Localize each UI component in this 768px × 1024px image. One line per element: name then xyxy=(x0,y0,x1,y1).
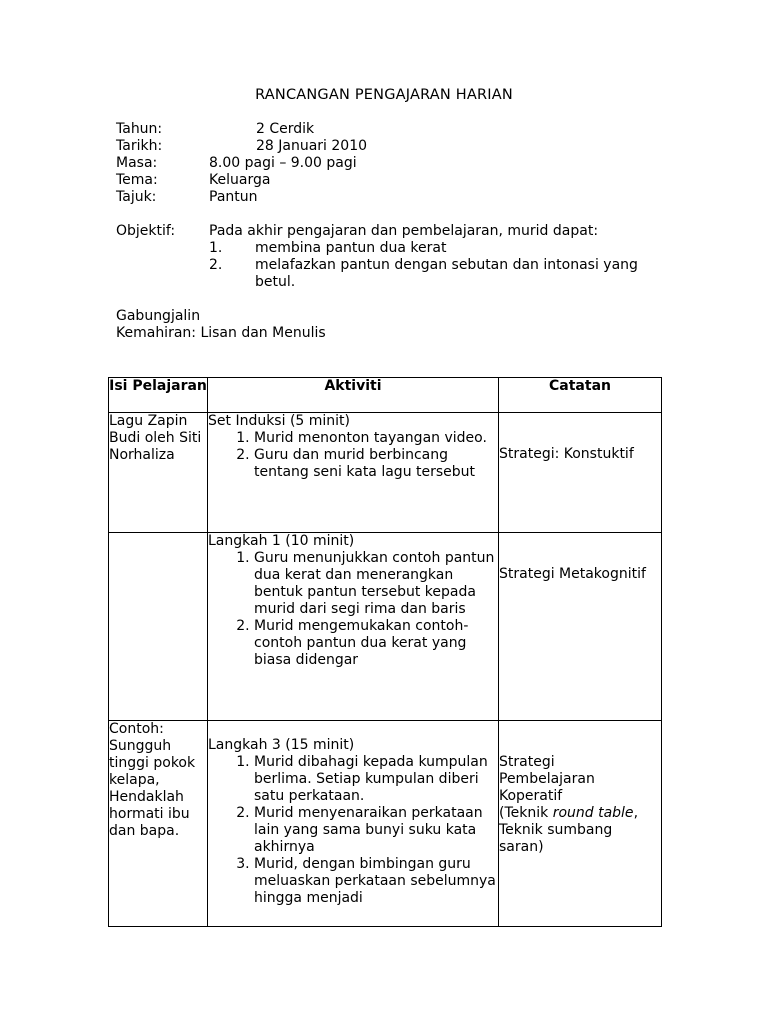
info-label: Masa: xyxy=(116,155,158,171)
step-list xyxy=(208,550,498,669)
step-item: 2. Guru dan murid berbincang tentang seni kata lagu tersebut xyxy=(254,447,498,481)
catatan-text: Strategi: Konstuktif xyxy=(499,446,634,462)
table-header-row xyxy=(109,378,662,413)
info-value: Keluarga xyxy=(209,172,271,188)
aktiviti-clip xyxy=(208,737,498,926)
table-row xyxy=(109,721,662,927)
step-item: 3. Murid, dengan bimbingan guru meluaskan perkataan sebelumnya hingga menjadi xyxy=(254,856,498,907)
step-item: 1. Guru menunjukkan contoh pantun dua kerat dan menerangkan bentuk pantun tersebut kepada murid dari segi rima dan baris xyxy=(254,550,498,618)
objective-label: Objektif: xyxy=(116,223,176,239)
catatan-line: Koperatif xyxy=(499,788,563,804)
step-list xyxy=(208,754,498,907)
skills-block xyxy=(116,308,326,342)
objective-intro: Pada akhir pengajaran dan pembelajaran, murid dapat: xyxy=(209,223,599,239)
catatan-cell xyxy=(499,721,662,927)
catatan-cell xyxy=(499,533,662,721)
document-title: RANCANGAN PENGAJARAN HARIAN xyxy=(255,87,513,103)
info-label: Tahun: xyxy=(116,121,163,137)
step-title: Langkah 3 (15 minit) xyxy=(208,737,355,753)
catatan-line: Teknik sumbang saran) xyxy=(499,822,613,855)
kemahiran-text: Kemahiran: Lisan dan Menulis xyxy=(116,325,326,341)
header-isi-pelajaran: Isi Pelajaran xyxy=(109,378,208,413)
objective-item-number: 1. xyxy=(209,240,223,256)
info-value: 2 Cerdik xyxy=(256,121,315,137)
isi-cell xyxy=(109,533,208,721)
catatan-text: Strategi Metakognitif xyxy=(499,566,646,582)
isi-cell: Lagu Zapin Budi oleh Siti Norhaliza xyxy=(109,413,208,533)
gabungjalin-label: Gabungjalin xyxy=(116,308,201,324)
catatan-line xyxy=(499,805,661,822)
step-item: 2. Murid mengemukakan contoh-contoh pantun dua kerat yang biasa didengar xyxy=(254,618,498,669)
aktiviti-cell xyxy=(208,721,499,927)
info-value: 8.00 pagi – 9.00 pagi xyxy=(209,155,357,171)
step-title: Langkah 1 (10 minit) xyxy=(208,533,355,549)
objective-item-text: membina pantun dua kerat xyxy=(255,240,447,256)
isi-cell: Contoh: Sungguh tinggi pokok kelapa, Hendaklah hormati ibu dan bapa. xyxy=(109,721,208,927)
objective-item-number: 2. xyxy=(209,257,223,273)
header-aktiviti: Aktiviti xyxy=(208,378,499,413)
lesson-table xyxy=(108,377,662,927)
catatan-text: , xyxy=(633,805,639,821)
info-label: Tema: xyxy=(116,172,158,188)
info-label: Tajuk: xyxy=(116,189,157,205)
catatan-line: Strategi xyxy=(499,754,555,770)
step-list xyxy=(208,430,498,481)
info-label: Tarikh: xyxy=(116,138,163,154)
step-item: 1. Murid dibahagi kepada kumpulan berlima. Setiap kumpulan diberi satu perkataan. xyxy=(254,754,498,805)
header-catatan: Catatan xyxy=(499,378,662,413)
aktiviti-cell xyxy=(208,413,499,533)
table-row xyxy=(109,413,662,533)
catatan-italic-text: round table xyxy=(552,805,634,821)
step-item: 2. Murid menyenaraikan perkataan lain yang sama bunyi suku kata akhirnya xyxy=(254,805,498,856)
catatan-text: (Teknik xyxy=(499,805,553,821)
info-value: Pantun xyxy=(209,189,258,205)
catatan-cell xyxy=(499,413,662,533)
aktiviti-cell xyxy=(208,533,499,721)
objective-item-text: melafazkan pantun dengan sebutan dan intonasi yang betul. xyxy=(255,257,638,290)
table-row xyxy=(109,533,662,721)
catatan-line: Pembelajaran xyxy=(499,771,595,787)
info-value: 28 Januari 2010 xyxy=(256,138,368,154)
step-title: Set Induksi (5 minit) xyxy=(208,413,351,429)
step-item: 1. Murid menonton tayangan video. xyxy=(254,430,498,447)
